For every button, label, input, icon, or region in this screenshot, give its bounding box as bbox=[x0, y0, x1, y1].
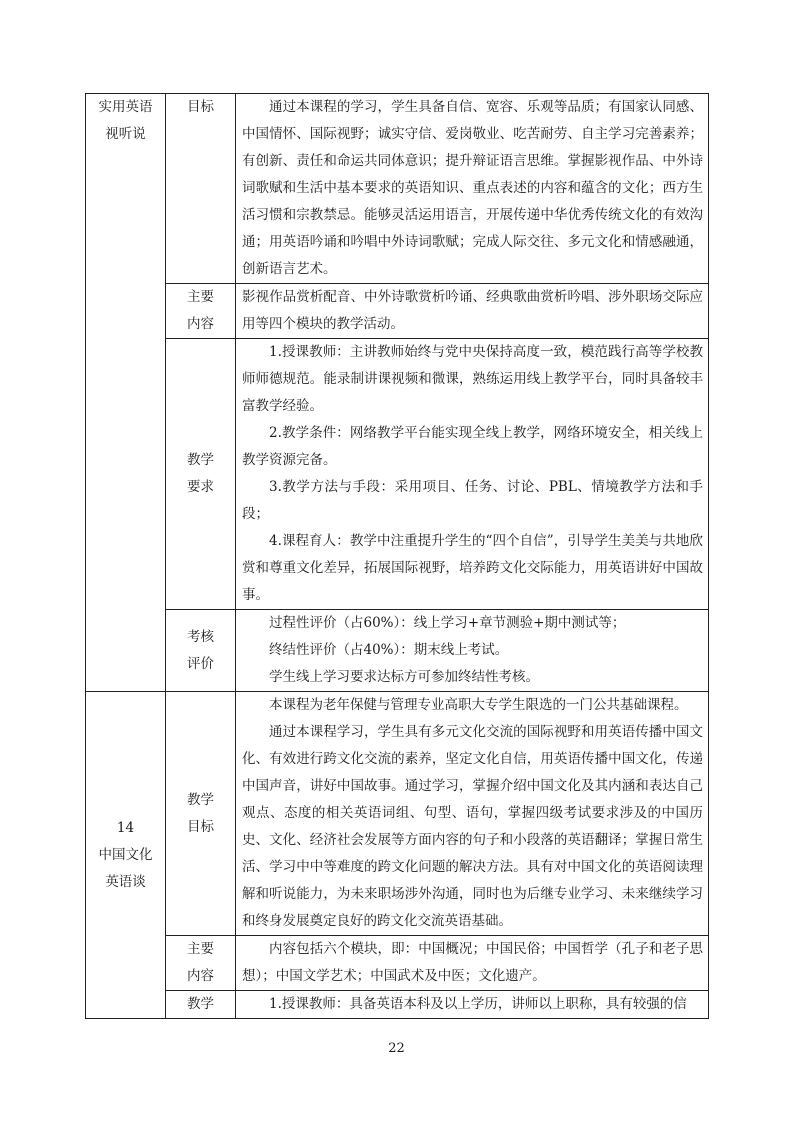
course-a-content-label bbox=[166, 284, 236, 339]
page-number: 22 bbox=[388, 1041, 405, 1056]
course-b-goal-p1: 本课程为老年保健与管理专业高职大专学生限选的一门公共基础课程。 bbox=[269, 697, 688, 713]
course-b-teaching-row bbox=[86, 991, 709, 1019]
course-b-name-line1: 中国文化 bbox=[98, 846, 153, 863]
course-a-assessment-label bbox=[166, 610, 236, 692]
course-b-teaching-text-cell bbox=[236, 991, 709, 1019]
course-b-content-text: 内容包括六个模块，即：中国概况；中国民俗；中国哲学（孔子和老子思想）；中国文学艺术；中国武术及中医；文化遗产。 bbox=[242, 941, 703, 984]
course-a-teaching-p4: 4.课程育人：教学中注重提升学生的“四个自信”，引导学生美美与共地欣赏和尊重文化差异，拓展国际视野，培养跨文化交际能力，用英语讲好中国故事。 bbox=[242, 533, 703, 603]
course-a-goal-text: 通过本课程的学习，学生具备自信、宽容、乐观等品质；有国家认同感、中国情怀、国际视野；诚实守信、爱岗敬业、吃苦耐劳、自主学习完善素养；有创新、责任和命运共同体意识；提升辩证语言思维。掌握影视作品、中外诗词歌赋和生活中基本要求的英语知识、重点表述的内容和蕴含的文化；西方生活习惯和宗教禁忌。能够灵活运用语言，开展传递中华优秀传统文化的有效沟通；用英语吟诵和吟唱中外诗词歌赋；完成人际交往、多元文化和情感融通，创新语言艺术。 bbox=[242, 99, 703, 277]
course-b-goal-p2: 通过本课程学习，学生具有多元文化交流的国际视野和用英语传播中国文化、有效进行跨文化交流的素养，坚定文化自信，用英语传播中国文化，传递中国声音，讲好中国故事。通过学习，掌握介绍中国文化及其内涵和表达自己观点、态度的相关英语词组、句型、语句，掌握四级考试要求涉及的中国历史、文化、经济社会发展等方面内容的句子和小段落的英语翻译；掌握日常生活、学习中中等难度的跨文化问题的解决方法。具有对中国文化的英语阅读理解和听说能力，为未来职场涉外沟通，同时也为后继专业学习、未来继续学习和终身发展奠定良好的跨文化交流英语基础。 bbox=[242, 724, 703, 929]
course-a-content-row bbox=[86, 284, 709, 339]
course-a-assessment-p3: 学生线上学习要求达标方可参加终结性考核。 bbox=[269, 669, 539, 685]
course-b-name-cell bbox=[86, 692, 166, 1019]
course-a-teaching-p3: 3.教学方法与手段：采用项目、任务、讨论、PBL、情境教学方法和手段； bbox=[242, 479, 703, 522]
course-a-teaching-label-line2: 要求 bbox=[187, 479, 214, 495]
course-a-teaching-label-line1: 教学 bbox=[187, 452, 214, 468]
course-b-goal-text-cell bbox=[236, 692, 709, 936]
course-a-assessment-text-cell bbox=[236, 610, 709, 692]
course-a-assessment-label-line2: 评价 bbox=[187, 655, 214, 672]
course-a-name-line1: 实用英语 bbox=[98, 99, 153, 115]
course-b-goal-label-line2: 目标 bbox=[187, 818, 214, 835]
course-a-teaching-row bbox=[86, 339, 709, 610]
course-b-content-label-line2: 内容 bbox=[187, 968, 214, 984]
course-table bbox=[85, 93, 709, 1019]
course-a-goal-row bbox=[86, 94, 709, 284]
course-a-content-label-line1: 主要 bbox=[187, 289, 214, 305]
course-a-teaching-p1: 1.授课教师：主讲教师始终与党中央保持高度一致，模范践行高等学校教师师德规范。能录制讲课视频和微课，熟练运用线上教学平台，同时具备较丰富教学经验。 bbox=[242, 344, 703, 414]
course-b-goal-label-line1: 教学 bbox=[187, 791, 214, 808]
course-b-number: 14 bbox=[116, 819, 135, 836]
course-a-teaching-label bbox=[166, 339, 236, 610]
course-a-teaching-text-cell bbox=[236, 339, 709, 610]
course-b-content-label-line1: 主要 bbox=[187, 941, 214, 957]
course-b-content-text-cell bbox=[236, 936, 709, 991]
course-a-name-line2: 视听说 bbox=[105, 126, 146, 142]
course-b-content-label bbox=[166, 936, 236, 991]
course-b-goal-row bbox=[86, 692, 709, 936]
course-a-content-text-cell bbox=[236, 284, 709, 339]
course-a-assessment-p1: 过程性评价（占60%）：线上学习+章节测验+期中测试等； bbox=[269, 615, 626, 631]
course-a-content-label-line2: 内容 bbox=[187, 316, 214, 332]
course-b-goal-label bbox=[166, 692, 236, 936]
course-a-name-cell bbox=[86, 94, 166, 692]
course-a-assessment-p2: 终结性评价（占40%）：期末线上考试。 bbox=[269, 642, 509, 658]
course-b-content-row bbox=[86, 936, 709, 991]
course-a-assessment-label-line1: 考核 bbox=[187, 628, 214, 645]
course-a-content-text: 影视作品赏析配音、中外诗歌赏析吟诵、经典歌曲赏析吟唱、涉外职场交际应用等四个模块的教学活动。 bbox=[242, 289, 703, 332]
course-a-assessment-row bbox=[86, 610, 709, 692]
course-b-teaching-p1: 1.授课教师：具备英语本科及以上学历，讲师以上职称，具有较强的信 bbox=[269, 996, 687, 1012]
course-a-teaching-p2: 2.教学条件：网络教学平台能实现全线上教学，网络环境安全，相关线上教学资源完备。 bbox=[242, 425, 703, 468]
course-b-name-line2: 英语谈 bbox=[105, 873, 146, 890]
course-a-goal-label: 目标 bbox=[166, 94, 236, 284]
course-b-teaching-label: 教学 bbox=[166, 991, 236, 1019]
course-a-goal-text-cell bbox=[236, 94, 709, 284]
